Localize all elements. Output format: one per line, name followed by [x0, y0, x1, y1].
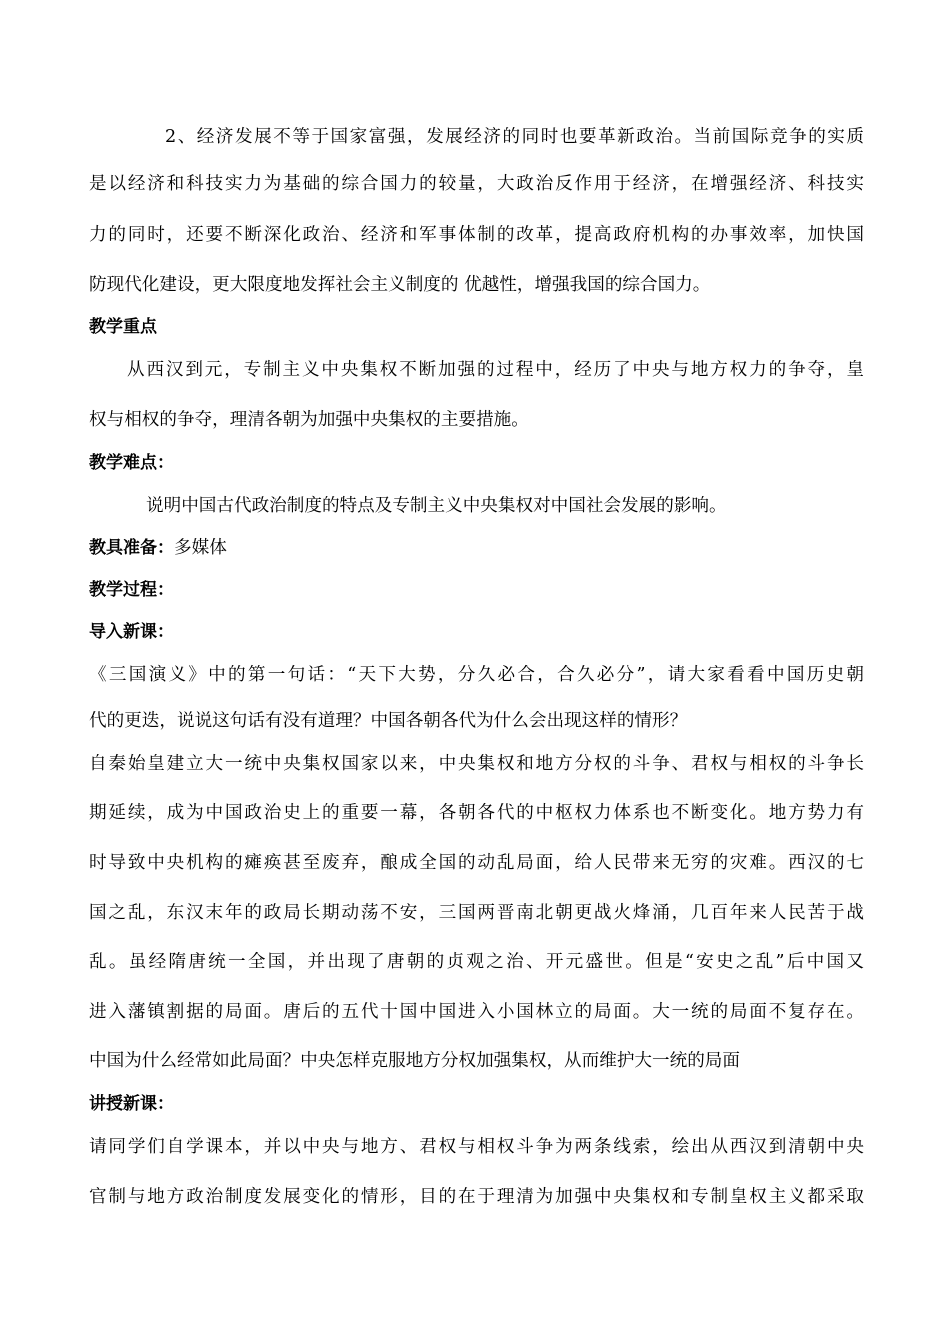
- para1-line-1: 2、经济发展不等于国家富强，发展经济的同时也要革新政治。当前国际竞争的实质: [165, 127, 864, 147]
- para1-line-2: 是以经济和科技实力为基础的综合国力的较量，大政治反作用于经济，在增强经济、科技实: [89, 174, 864, 194]
- key-points-line-2: 权与相权的争夺，理清各朝为加强中央集权的主要措施。: [89, 410, 529, 430]
- intro-para1-line-2: 代的更迭，说说这句话有没有道理？中国各朝各代为什么会出现这样的情形？: [89, 711, 688, 731]
- heading-lecture: 讲授新课：: [89, 1094, 174, 1114]
- intro-para2-line-6: 进入藩镇割据的局面。唐后的五代十国中国进入小国林立的局面。大一统的局面不复存在。: [89, 1002, 864, 1022]
- intro-para2-line-1: 自秦始皇建立大一统中央集权国家以来，中央集权和地方分权的斗争、君权与相权的斗争长: [89, 754, 864, 774]
- tools-value: 多媒体: [174, 538, 227, 558]
- intro-para2-line-5: 乱。虽经隋唐统一全国，并出现了唐朝的贞观之治、开元盛世。但是“安史之乱”后中国又: [89, 952, 864, 972]
- intro-para2-line-2: 期延续，成为中国政治史上的重要一幕，各朝各代的中枢权力体系也不断变化。地方势力有: [89, 803, 864, 823]
- heading-key-points: 教学重点: [89, 317, 157, 337]
- para1-line-3: 力的同时，还要不断深化政治、经济和军事体制的改革，提高政府机构的办事效率，加快国: [89, 225, 864, 245]
- lecture-line-2: 官制与地方政治制度发展变化的情形，目的在于理清为加强中央集权和专制皇权主义都采取: [89, 1187, 864, 1207]
- tools-row: [89, 536, 864, 560]
- intro-para1-line-1: 《三国演义》中的第一句话：“天下大势，分久必合，合久必分”，请大家看看中国历史朝: [89, 665, 864, 685]
- heading-intro: 导入新课：: [89, 622, 174, 642]
- intro-para2-line-4: 国之乱，东汉末年的政局长期动荡不安，三国两晋南北朝更战火烽涌，几百年来人民苦于战: [89, 903, 864, 923]
- intro-para2-line-3: 时导致中央机构的瘫痪甚至废弃，酿成全国的动乱局面，给人民带来无穷的灾难。西汉的七: [89, 853, 864, 873]
- intro-para2-line-7: 中国为什么经常如此局面？中央怎样克服地方分权加强集权，从而维护大一统的局面: [89, 1051, 740, 1071]
- difficulties-text: 说明中国古代政治制度的特点及专制主义中央集权对中国社会发展的影响。: [146, 496, 727, 516]
- heading-process: 教学过程：: [89, 580, 174, 600]
- heading-difficulties: 教学难点：: [89, 453, 174, 473]
- tools-label: 教具准备：: [89, 538, 174, 558]
- para1-line-4: 防现代化建设，更大限度地发挥社会主义制度的 优越性，增强我国的综合国力。: [89, 275, 711, 295]
- key-points-line-1: 从西汉到元，专制主义中央集权不断加强的过程中，经历了中央与地方权力的争夺，皇: [127, 360, 864, 380]
- lecture-line-1: 请同学们自学课本，并以中央与地方、君权与相权斗争为两条线索，绘出从西汉到清朝中央: [89, 1137, 864, 1157]
